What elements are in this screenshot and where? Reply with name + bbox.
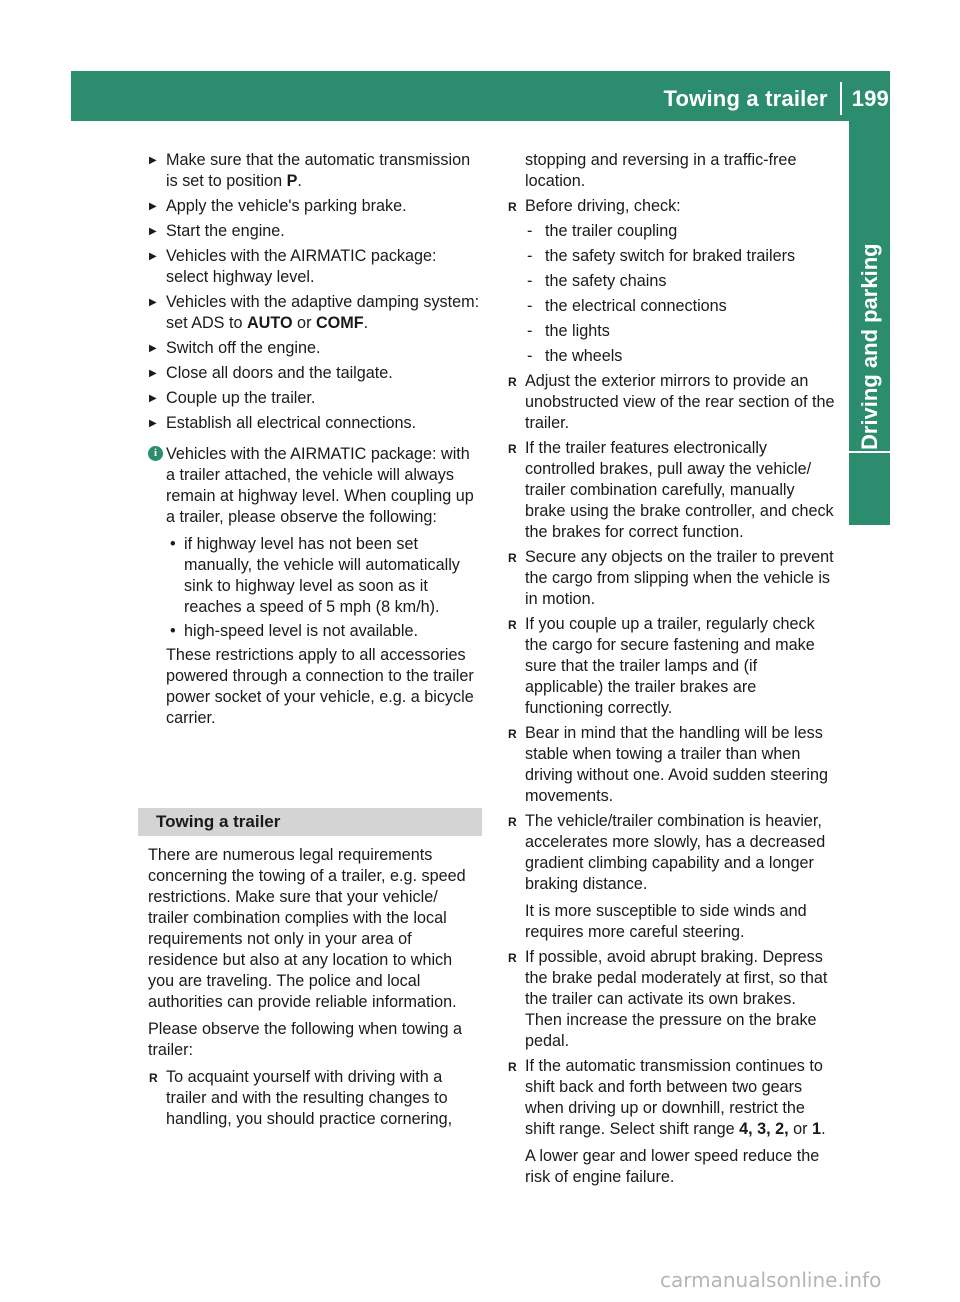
bullet-item bbox=[507, 196, 835, 367]
chapter-title: Towing a trailer bbox=[664, 82, 842, 115]
combo-text: R The vehicle/trailer combination is heavier, accelerates more slowly, has a decreased gradient climbing capability and a longer braking distance. bbox=[525, 812, 826, 893]
note-bullet: • high-speed level is not available. bbox=[166, 621, 482, 642]
bullet-item bbox=[507, 811, 835, 943]
step-item: ▶ Close all doors and the tailgate. bbox=[148, 363, 482, 384]
section-paragraph: Please observe the following when towing a trailer: bbox=[148, 1020, 463, 1059]
info-icon: i bbox=[148, 446, 163, 461]
info-note bbox=[148, 444, 482, 729]
check-item: - the electrical connections bbox=[525, 296, 835, 317]
watermark: carmanualsonline.info bbox=[660, 1268, 882, 1292]
step-item: ▶ Couple up the trailer. bbox=[148, 388, 482, 409]
section-heading: Towing a trailer bbox=[138, 808, 482, 836]
check-item: - the trailer coupling bbox=[525, 221, 835, 242]
bullet-item: R To acquaint yourself with driving with a trailer and with the resulting changes to handling, you should practice cornering, bbox=[148, 1067, 482, 1130]
step-item: ▶ Switch off the engine. bbox=[148, 338, 482, 359]
bullet-item: R Adjust the exterior mirrors to provide an unobstructed view of the rear section of the trailer. bbox=[507, 371, 835, 434]
note-bullet: • if highway level has not been set manually, the vehicle will automatically sink to highway level as soon as it reaches a speed of 5 mph (8 km/h). bbox=[166, 534, 482, 618]
side-tab-text: Driving and parking bbox=[857, 243, 882, 450]
bullet-item bbox=[507, 1056, 835, 1188]
bullet-item: R Bear in mind that the handling will be less stable when towing a trailer than when driving without one. Avoid sudden steering movements. bbox=[507, 723, 835, 807]
check-item: - the wheels bbox=[525, 346, 835, 367]
check-intro: Before driving, check: bbox=[525, 197, 681, 215]
bullet-item: R If the trailer features electronically controlled brakes, pull away the vehicle/ trailer combination carefully, manually brake using the brake controller, and check the brakes for correct function. bbox=[507, 438, 835, 543]
bullet-item: R If possible, avoid abrupt braking. Depress the brake pedal moderately at first, so that the trailer can activate its own brakes. Then increase the pressure on the brake pedal. bbox=[507, 947, 835, 1052]
step-item: ▶ Make sure that the automatic transmission is set to position P. bbox=[148, 150, 482, 192]
check-item: - the safety switch for braked trailers bbox=[525, 246, 835, 267]
step-item: ▶ Apply the vehicle's parking brake. bbox=[148, 196, 482, 217]
check-item: - the lights bbox=[525, 321, 835, 342]
step-item: ▶ Establish all electrical connections. bbox=[148, 413, 482, 434]
step-item: ▶ Vehicles with the AIRMATIC package: select highway level. bbox=[148, 246, 482, 288]
combo-extra: It is more susceptible to side winds and requires more careful steering. bbox=[525, 902, 807, 941]
step-item: ▶ Vehicles with the adaptive damping system: set ADS to AUTO or COMF. bbox=[148, 292, 482, 334]
left-column-lower bbox=[148, 845, 482, 1134]
step-item: ▶ Start the engine. bbox=[148, 221, 482, 242]
left-column bbox=[148, 150, 482, 735]
page-header bbox=[589, 86, 889, 114]
shift-text: R If the automatic transmission continues to shift back and forth between two gears when driving up or downhill, restrict the shift range. Select shift range 4, 3, 2, or 1. bbox=[525, 1057, 826, 1138]
section-paragraph: There are numerous legal requirements concerning the towing of a trailer, e.g. speed restrictions. Make sure that your vehicle/ trailer combination complies with the local requirements not only in your area of residence but also at any location to which you are traveling. The police and local authorities can provide reliable information. bbox=[148, 846, 466, 1011]
side-tab-label bbox=[855, 240, 885, 450]
check-item: - the safety chains bbox=[525, 271, 835, 292]
note-outro: These restrictions apply to all accessories powered through a connection to the trailer power socket of your vehicle, e.g. a bicycle carrier. bbox=[166, 646, 474, 727]
bullet-item: R Secure any objects on the trailer to prevent the cargo from slipping when the vehicle is in motion. bbox=[507, 547, 835, 610]
note-intro: Vehicles with the AIRMATIC package: with a trailer attached, the vehicle will always remain at highway level. When coupling up a trailer, please observe the following: bbox=[166, 445, 474, 526]
side-tab-block bbox=[849, 453, 890, 525]
page-number: 199 bbox=[851, 86, 889, 111]
shift-extra: A lower gear and lower speed reduce the risk of engine failure. bbox=[525, 1147, 820, 1186]
right-column bbox=[507, 150, 835, 1194]
bullet-item: R If you couple up a trailer, regularly check the cargo for secure fastening and make sure that the trailer lamps and (if applicable) the trailer brakes are functioning correctly. bbox=[507, 614, 835, 719]
continuation-text: stopping and reversing in a traffic-free location. bbox=[525, 151, 797, 190]
